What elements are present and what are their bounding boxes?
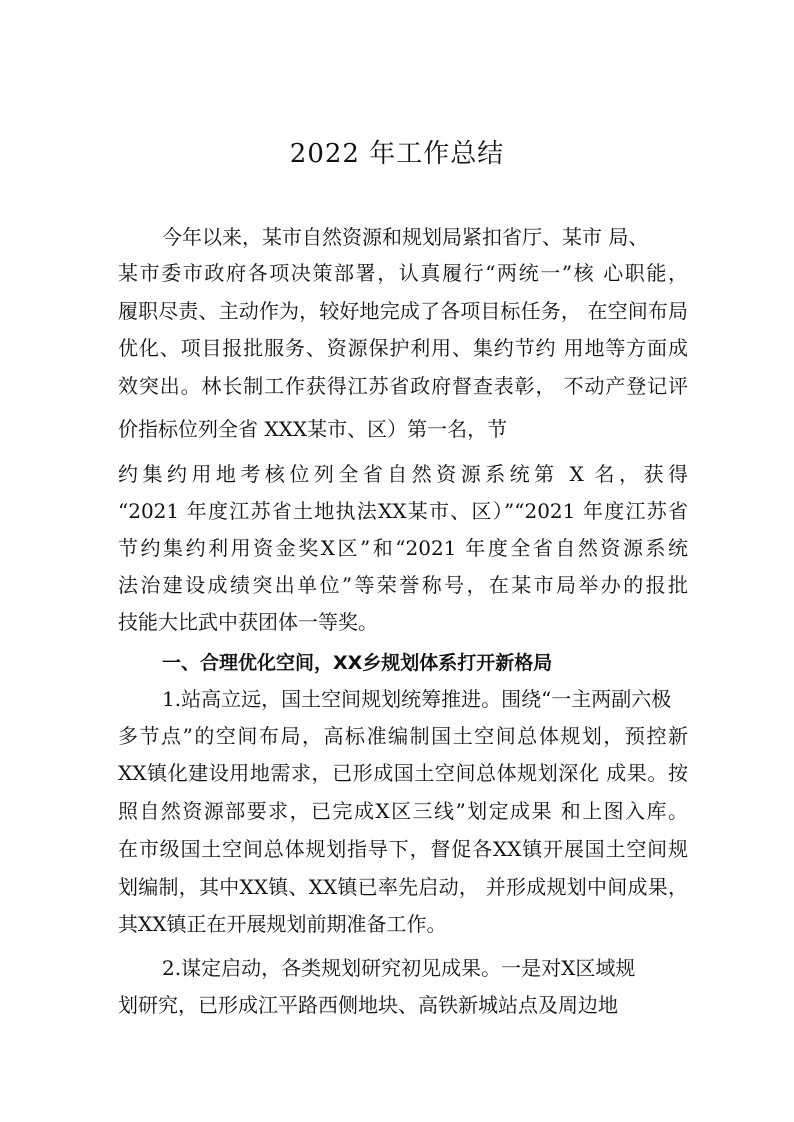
paragraph-line: 节约集约利用资金奖X区”和“2021 年度全省自然资源系统 <box>118 536 688 560</box>
paragraph-line: “2021 年度江苏省土地执法XX某市、区）”“2021 年度江苏省 <box>118 499 688 523</box>
paragraph-line: 优化、项目报批服务、资源保护利用、集约节约 用地等方面成 <box>118 336 688 360</box>
paragraph-line: 技能大比武中获团体一等奖。 <box>118 610 378 634</box>
paragraph-line: 约集约用地考核位列全省自然资源系统第 X 名，获得 <box>118 462 688 486</box>
paragraph-line: 2.谋定启动，各类规划研究初见成果。一是对X区域规 <box>162 956 636 980</box>
paragraph-line: XX镇化建设用地需求，已形成国土空间总体规划深化 成果。按 <box>118 761 688 785</box>
paragraph-line: 1.站高立远，国土空间规划统筹推进。围绕“一主两副六极 <box>162 687 672 711</box>
paragraph-line: 某市委市政府各项决策部署，认真履行“两统一”核 心职能， <box>118 261 688 285</box>
paragraph-line: 效突出。林长制工作获得江苏省政府督查表彰， 不动产登记评 <box>118 374 688 398</box>
document-title: 2022 年工作总结 <box>289 139 505 169</box>
paragraph-line: 今年以来，某市自然资源和规划局紧扣省厅、某市 局、 <box>162 225 649 249</box>
section-heading: 一、合理优化空间，XX乡规划体系打开新格局 <box>162 652 553 674</box>
paragraph-line: 其XX镇正在开展规划前期准备工作。 <box>118 912 447 936</box>
paragraph-line: 划研究，已形成江平路西侧地块、高铁新城站点及周边地 <box>118 993 618 1017</box>
paragraph-line: 划编制，其中XX镇、XX镇已率先启动， 并形成规划中间成果， <box>118 875 688 899</box>
paragraph-line: 多节点”的空间布局，高标准编制国土空间总体规划，预控新 <box>118 724 688 748</box>
paragraph-line: 照自然资源部要求，已完成X区三线”划定成果 和上图入库。 <box>118 799 688 823</box>
paragraph-line: 在市级国土空间总体规划指导下，督促各XX镇开展国土空间规 <box>118 837 688 861</box>
paragraph-line: 法治建设成绩突出单位”等荣誉称号，在某市局举办的报批 <box>118 573 688 597</box>
paragraph-line: 履职尽责、主动作为，较好地完成了各项目标任务， 在空间布局 <box>118 299 688 323</box>
paragraph-line: 价指标位列全省 XXX某市、区）第一名，节 <box>118 417 508 441</box>
